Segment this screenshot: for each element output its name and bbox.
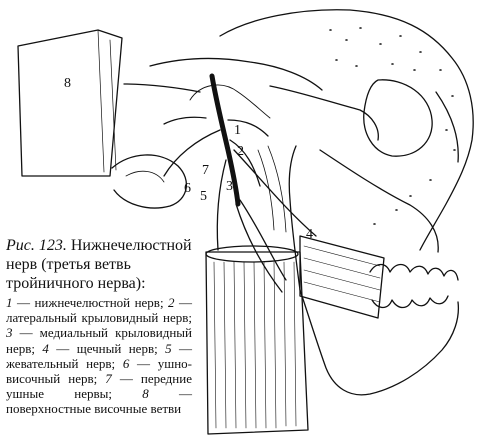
figure-label-1: 1 bbox=[234, 123, 241, 138]
legend-text: медиальный крыловидный нерв bbox=[6, 325, 192, 356]
legend-number: 3 bbox=[6, 325, 13, 341]
caption-title-text: Нижнечелюстной нерв (третья ветвь тройничного нерва): bbox=[6, 237, 192, 292]
figure-label-7: 7 bbox=[202, 163, 209, 178]
maxilla bbox=[320, 150, 438, 252]
nerve-branch-6 bbox=[164, 130, 220, 176]
legend-text: ушно-височный нерв bbox=[6, 355, 192, 387]
legend-number: 4 bbox=[42, 340, 49, 356]
cranial-base bbox=[150, 59, 322, 90]
caption-title bbox=[6, 236, 192, 293]
figure-label-5: 5 bbox=[200, 189, 207, 204]
orbit bbox=[364, 80, 432, 156]
figure-label-2: 2 bbox=[237, 144, 244, 159]
masseter-muscle bbox=[206, 252, 308, 434]
legend-item: 1 — нижнечелюстной нерв; bbox=[6, 295, 169, 310]
legend-text: поверхностные височные ветви bbox=[6, 401, 182, 417]
figure-caption bbox=[6, 236, 192, 440]
legend-text: щечный нерв bbox=[76, 340, 155, 356]
legend-item: 5 — жевательный нерв; bbox=[6, 340, 193, 371]
legend-item: 8 — поверхностные височные ветви bbox=[6, 386, 192, 417]
masseter-top bbox=[206, 246, 298, 262]
legend-number: 7 bbox=[105, 371, 112, 387]
figure-legend bbox=[6, 295, 192, 417]
legend-item: 6 — ушно-височный нерв; bbox=[6, 355, 192, 387]
figure-label-8: 8 bbox=[64, 76, 71, 91]
zygomatic-arch bbox=[270, 86, 378, 140]
ear-region bbox=[112, 155, 186, 208]
legend-text: латеральный крыловидный нерв bbox=[6, 310, 189, 326]
legend-item: 3 — медиальный крыловидный нерв; bbox=[6, 325, 192, 356]
legend-item: 2 — латеральный крыловидный нерв; bbox=[6, 295, 192, 326]
figure-number: Рис. 123. bbox=[6, 237, 67, 254]
legend-text: передние ушные нервы bbox=[6, 371, 192, 402]
legend-item: 4 — щечный нерв; bbox=[42, 340, 166, 356]
legend-number: 1 bbox=[6, 295, 13, 310]
nerve-branch-2 bbox=[228, 120, 268, 136]
legend-number: 6 bbox=[122, 355, 130, 371]
legend-text: жевательный нерв bbox=[6, 355, 112, 371]
nerve-branch-7 bbox=[164, 117, 206, 124]
inferior-alveolar-nerve bbox=[236, 204, 282, 292]
legend-number: 2 bbox=[168, 295, 175, 310]
legend-number: 5 bbox=[165, 340, 172, 356]
lower-teeth bbox=[372, 296, 448, 308]
legend-text: нижнечелюстной нерв bbox=[34, 295, 160, 310]
lingual-nerve bbox=[240, 200, 286, 280]
nerve-branch-4 bbox=[234, 150, 316, 236]
nerve-branch-5 bbox=[217, 160, 226, 250]
mandible-ramus bbox=[289, 146, 300, 290]
figure-label-6: 6 bbox=[184, 181, 191, 196]
figure-label-3: 3 bbox=[226, 179, 233, 194]
nasal-bone bbox=[436, 92, 458, 162]
nerve-branch-8 bbox=[124, 84, 200, 92]
legend-number: 8 bbox=[142, 386, 149, 402]
temporal-flap bbox=[18, 30, 122, 176]
skull-outline bbox=[220, 10, 473, 250]
legend-item: 7 — передние ушные нервы; bbox=[6, 371, 192, 402]
figure-label-4: 4 bbox=[306, 227, 313, 242]
mandibular-nerve-trunk bbox=[212, 76, 238, 204]
